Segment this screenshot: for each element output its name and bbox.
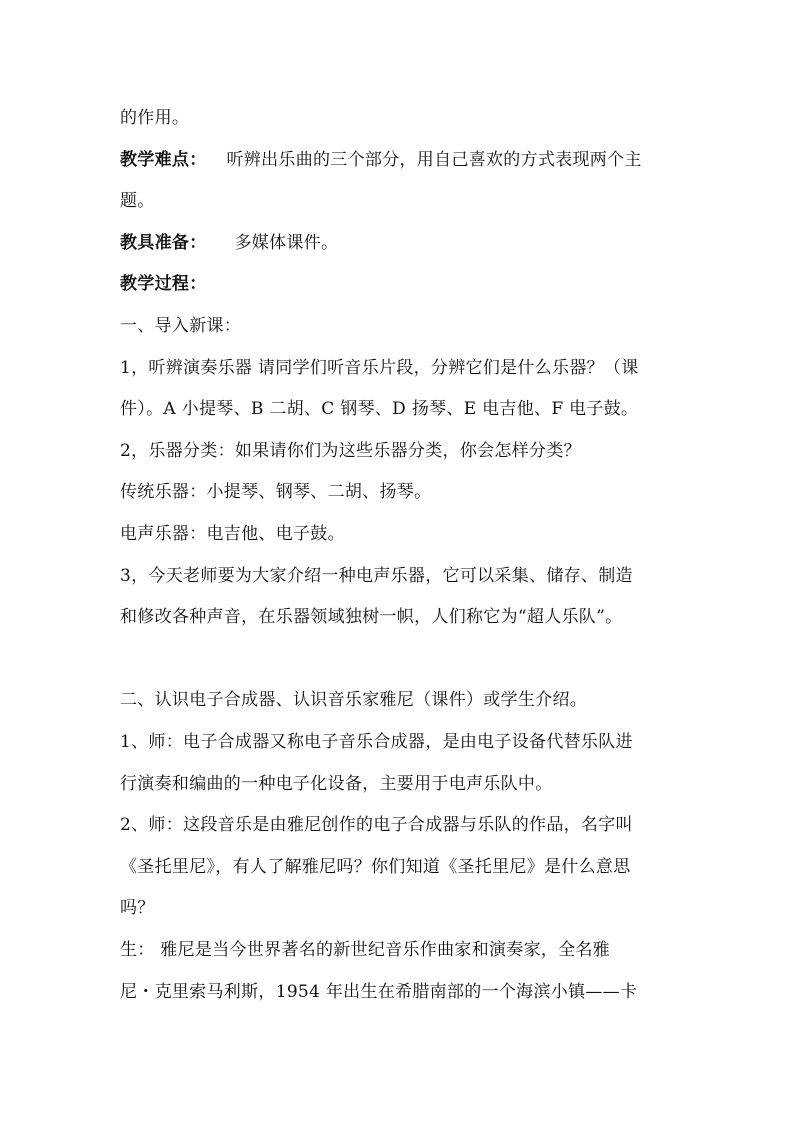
line-text: 听辨出乐曲的三个部分，用自己喜欢的方式表现两个主 [226,150,642,170]
line-text: 1，听辨演奏乐器 请同学们听音乐片段，分辨它们是什么乐器？（课 [120,358,639,378]
line-text: 传统乐器：小提琴、钢琴、二胡、扬琴。 [120,482,432,502]
line-text: 尼・克里索马利斯，1954 年出生在希腊南部的一个海滨小镇——卡 [120,982,638,1002]
text-line-2 [120,149,642,171]
line-text: 1、师：电子合成器又称电子音乐合成器，是由电子设备代替乐队进 [120,732,633,752]
line-text: 行演奏和编曲的一种电子化设备，主要用于电声乐队中。 [120,774,553,794]
line-text: 2、师：这段音乐是由雅尼创作的电子合成器与乐队的作品，名字叫 [120,815,633,835]
section-label-materials: 教具准备： [120,233,207,253]
line-text: 《圣托里尼》，有人了解雅尼吗？你们知道《圣托里尼》是什么意思 [120,857,631,877]
line-text: 件）。A 小提琴、B 二胡、C 钢琴、D 扬琴、E 电吉他、F 电子鼓。 [120,399,639,419]
text-line-10 [120,481,431,503]
line-text: 吗？ [120,898,155,918]
text-line-6 [120,315,241,337]
section-label-difficulty: 教学难点： [120,150,207,170]
line-text: 二、认识电子合成器、认识音乐家雅尼（课件）或学生介绍。 [120,690,588,710]
text-line-17 [120,814,633,836]
section-label-process: 教学过程： [120,274,207,294]
text-line-11 [120,523,345,545]
text-line-18 [120,856,631,878]
text-line-1 [120,107,189,129]
text-line-7 [120,357,639,379]
line-text: 电声乐器：电吉他、电子鼓。 [120,524,345,544]
text-line-19 [120,897,155,919]
line-text: 生： 雅尼是当今世界著名的新世纪音乐作曲家和演奏家，全名雅 [120,940,611,960]
line-text: 一、导入新课： [120,316,242,336]
text-line-12 [120,565,633,587]
line-text: 和修改各种声音，在乐器领域独树一帜，人们称它为“超人乐队”。 [120,607,623,627]
text-line-3 [120,190,155,212]
line-text: 3，今天老师要为大家介绍一种电声乐器，它可以采集、储存、制造 [120,566,633,586]
text-line-5 [120,273,207,295]
text-line-16 [120,773,553,795]
text-line-4 [120,232,338,254]
text-line-13 [120,606,622,628]
text-line-8 [120,398,638,420]
line-text: 题。 [120,191,155,211]
line-text: 多媒体课件。 [234,233,339,253]
text-line-9 [120,440,581,462]
text-line-21 [120,981,637,1003]
text-line-15 [120,731,633,753]
line-text: 的作用。 [120,108,190,128]
text-line-20 [120,939,610,961]
text-line-14 [120,689,587,711]
line-text: 2，乐器分类：如果请你们为这些乐器分类，你会怎样分类？ [120,441,581,461]
